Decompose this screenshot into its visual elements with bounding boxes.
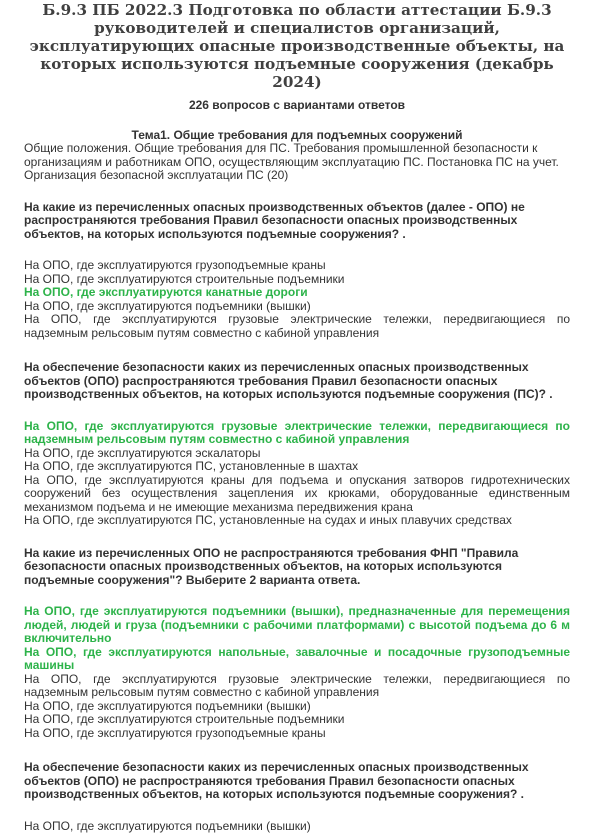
document-title: Б.9.3 ПБ 2022.3 Подготовка по области аттестации Б.9.3 руководителей и специалистов организаций, эксплуатирующих опасные производственные объекты, на которых используются подъемные сооружения (декабрь 2024) bbox=[24, 0, 570, 91]
answer-option: На ОПО, где эксплуатируются ПС, установленные в шахтах bbox=[24, 460, 570, 474]
answer-option: На ОПО, где эксплуатируются краны для подъема и опускания затворов гидротехнических сооружений без осуществления зацепления их крюками, оборудованные единственным механизмом подъема и не имеющие механизма передвижения крана bbox=[24, 474, 570, 515]
answer-option: На ОПО, где эксплуатируются грузоподъемные краны bbox=[24, 259, 570, 273]
correct-answer: На ОПО, где эксплуатируются канатные дороги bbox=[24, 286, 570, 300]
question-text: На какие из перечисленных опасных производственных объектов (далее - ОПО) не распространяются требования Правил безопасности опасных производственных объектов, на которых используются подъемные сооружения? . bbox=[24, 201, 570, 242]
correct-answer: На ОПО, где эксплуатируются грузовые электрические тележки, передвигающиеся по надземным рельсовым путям совместно с кабиной управления bbox=[24, 420, 570, 447]
question-list bbox=[24, 201, 570, 833]
answer-list bbox=[24, 259, 570, 340]
question-text: На обеспечение безопасности каких из перечисленных опасных производственных объектов (ОПО) распространяются требования Правил безопасности опасных производственных объектов, на которых используются подъемные сооружения (ПС)? . bbox=[24, 361, 570, 402]
answer-list bbox=[24, 420, 570, 528]
answer-option: На ОПО, где эксплуатируются грузовые электрические тележки, передвигающиеся по надземным рельсовым путям совместно с кабиной управления bbox=[24, 673, 570, 700]
topic-description: Общие положения. Общие требования для ПС. Требования промышленной безопасности к организациям и работникам ОПО, осуществляющим эксплуатацию ПС. Постановка ПС на учет. Организация безопасной эксплуатации ПС (20) bbox=[24, 142, 570, 183]
correct-answer: На ОПО, где эксплуатируются подъемники (вышки), предназначенные для перемещения людей, людей и груза (подъемники с рабочими платформами) с высотой подъема до 6 м включительно bbox=[24, 605, 570, 646]
question-text: На какие из перечисленных ОПО не распространяются требования ФНП "Правила безопасности опасных производственных объектов, на которых используются подъемные сооружения"? Выберите 2 варианта ответа. bbox=[24, 547, 570, 588]
topic-title: Тема1. Общие требования для подъемных сооружений bbox=[24, 129, 570, 142]
answer-option: На ОПО, где эксплуатируются подъемники (вышки) bbox=[24, 820, 570, 833]
answer-option: На ОПО, где эксплуатируются грузоподъемные краны bbox=[24, 727, 570, 741]
answer-option: На ОПО, где эксплуатируются строительные подъемники bbox=[24, 273, 570, 287]
answer-option: На ОПО, где эксплуатируются строительные подъемники bbox=[24, 713, 570, 727]
question-block bbox=[24, 201, 570, 341]
question-text: На обеспечение безопасности каких из перечисленных опасных производственных объектов (ОПО) не распространяются требования Правил безопасности опасных производственных объектов, на которых используются подъемные сооружения? . bbox=[24, 761, 570, 802]
answer-option: На ОПО, где эксплуатируются подъемники (вышки) bbox=[24, 300, 570, 314]
answer-list bbox=[24, 605, 570, 740]
question-block bbox=[24, 761, 570, 833]
answer-option: На ОПО, где эксплуатируются эскалаторы bbox=[24, 447, 570, 461]
question-count: 226 вопросов с вариантами ответов bbox=[24, 98, 570, 112]
question-block bbox=[24, 361, 570, 528]
answer-list bbox=[24, 820, 570, 833]
question-block bbox=[24, 547, 570, 741]
correct-answer: На ОПО, где эксплуатируются напольные, завалочные и посадочные грузоподъемные машины bbox=[24, 646, 570, 673]
answer-option: На ОПО, где эксплуатируются грузовые электрические тележки, передвигающиеся по надземным рельсовым путям совместно с кабиной управления bbox=[24, 313, 570, 340]
answer-option: На ОПО, где эксплуатируются ПС, установленные на судах и иных плавучих средствах bbox=[24, 514, 570, 528]
answer-option: На ОПО, где эксплуатируются подъемники (вышки) bbox=[24, 700, 570, 714]
